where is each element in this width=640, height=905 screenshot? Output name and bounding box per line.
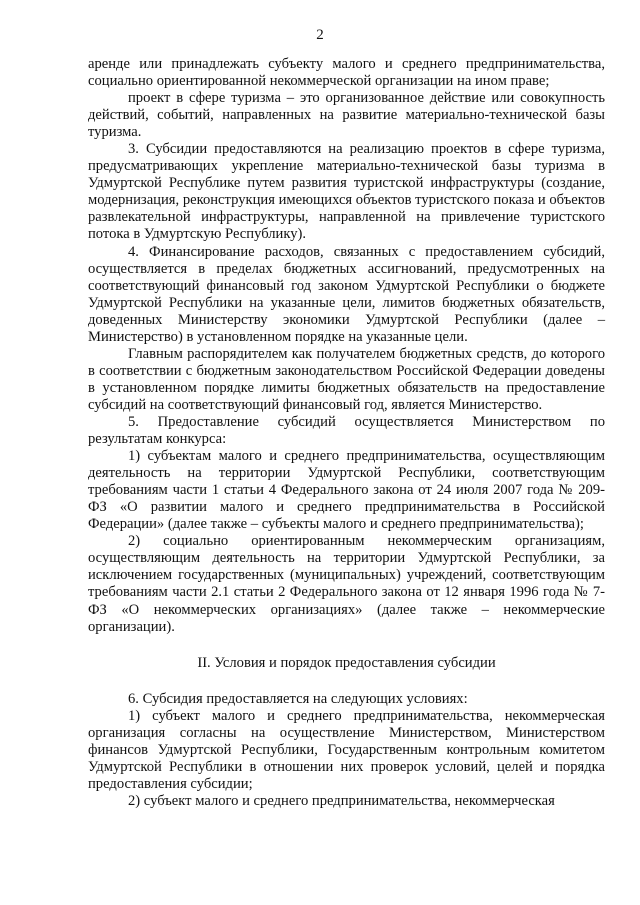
document-body	[88, 56, 605, 810]
paragraph: 4. Финансирование расходов, связанных с предоставлением субсидий, осуществляется в пределах бюджетных ассигнований, предусмотренных на соответствующий финансовый год законом Удмуртской Республики о бюджете Удмуртской Республики на указанные цели, лимитов бюджетных обязательств, доведенных Министерству экономики Удмуртской Республики (далее – Министерство) в установленном порядке на указанные цели.	[88, 243, 605, 345]
section-heading: II. Условия и порядок предоставления субсидии	[197, 654, 496, 671]
paragraph: 1) субъект малого и среднего предпринимательства, некоммерческая организация согласны на осуществление Министерством, Министерством финансов Удмуртской Республики, Государственным контрольным комитетом Удмуртской Республики в отношении них проверок условий, целей и порядка предоставления субсидии;	[88, 707, 605, 792]
paragraph: 5. Предоставление субсидий осуществляется Министерством по результатам конкурса:	[88, 413, 605, 448]
paragraph: Главным распорядителем как получателем бюджетных средств, до которого в соответствии с бюджетным законодательством Российской Федерации доведены в установленном порядке лимиты бюджетных обязательств на предоставление субсидий на соответствующий финансовый год, является Министерство.	[88, 345, 605, 413]
paragraph: 2) социально ориентированным некоммерческим организациям, осуществляющим деятельность на территории Удмуртской Республики, за исключением государственных (муниципальных) учреждений, соответствующим требованиям части 2.1 статьи 2 Федерального закона от 12 января 1996 года № 7-ФЗ «О некоммерческих организациях» (далее также – некоммерческие организации).	[88, 533, 605, 635]
paragraph: 3. Субсидии предоставляются на реализацию проектов в сфере туризма, предусматривающих укрепление материально-технической базы туризма в Удмуртской Республике путем развития туристской инфраструктуры (создание, модернизация, реконструкция имеющихся объектов туристского показа и объектов развлекательной инфраструктуры, направленной на привлечение туристского потока в Удмуртскую Республику).	[88, 141, 605, 243]
section-two-text	[88, 691, 605, 810]
paragraph: 1) субъектам малого и среднего предпринимательства, осуществляющим деятельность на территории Удмуртской Республики, соответствующим требованиям части 1 статьи 4 Федерального закона от 24 июля 2007 года № 209-ФЗ «О развитии малого и среднего предпринимательства в Российской Федерации» (далее также – субъекты малого и среднего предпринимательства);	[88, 448, 605, 533]
section-one-text	[88, 56, 605, 636]
page-number: 2	[316, 27, 324, 43]
paragraph: 2) субъект малого и среднего предпринимательства, некоммерческая	[128, 792, 555, 809]
paragraph: аренде или принадлежать субъекту малого и среднего предпринимательства, социально ориентированной некоммерческой организации на ином праве;	[88, 56, 605, 90]
paragraph: 6. Субсидия предоставляется на следующих условиях:	[128, 690, 468, 707]
paragraph: проект в сфере туризма – это организованное действие или совокупность действий, событий, направленных на развитие материально-технической базы туризма.	[88, 90, 605, 141]
